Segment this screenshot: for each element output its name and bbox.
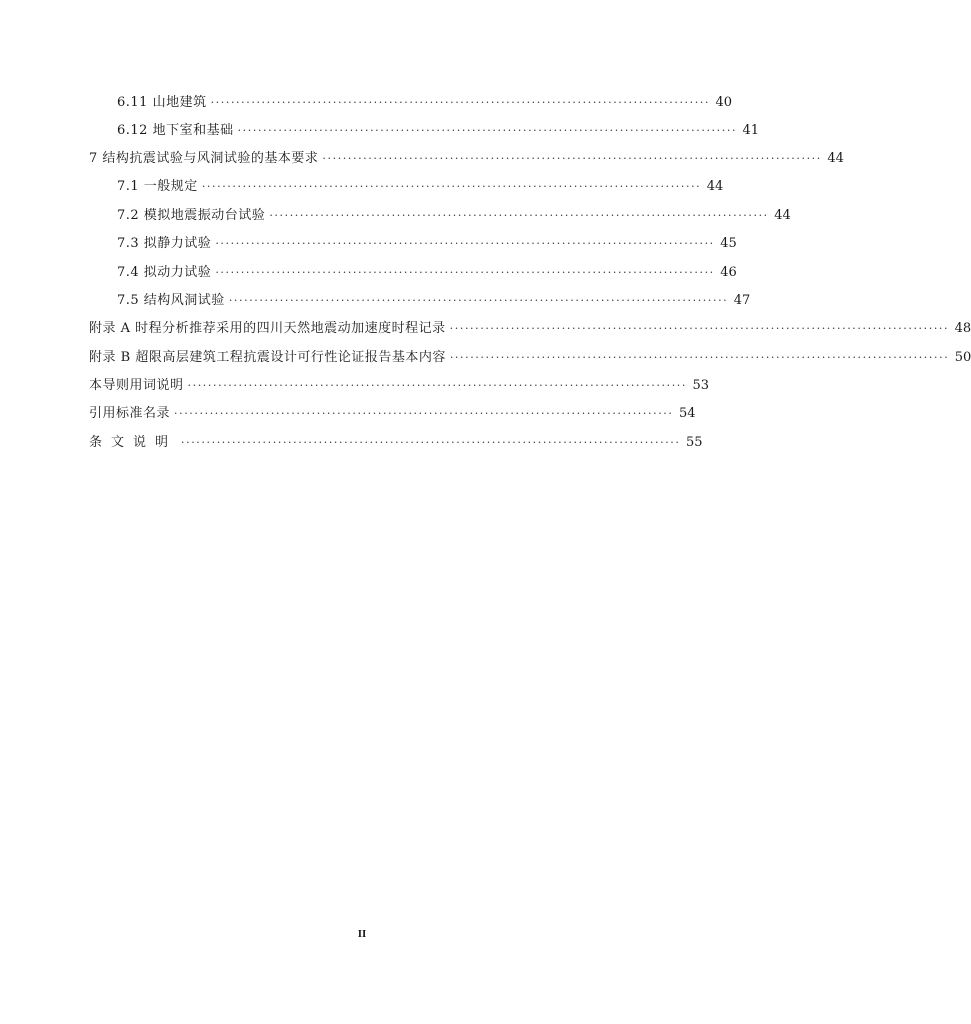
- toc-entry-page: 53: [692, 378, 709, 393]
- toc-dot-leader: ··································································································: [187, 379, 687, 392]
- toc-entry[interactable]: [89, 319, 971, 339]
- toc-entry-page: 40: [715, 95, 733, 110]
- toc-entry[interactable]: [117, 263, 737, 283]
- toc-entry-page: 46: [720, 265, 737, 280]
- toc-entry-title: 7.1 一般规定: [117, 179, 198, 194]
- toc-entry-title: 6.11 山地建筑: [117, 95, 207, 110]
- toc-entry-page: 55: [685, 435, 703, 450]
- toc-dot-leader: ··································································································: [174, 407, 674, 420]
- toc-entry-title: 条文说明: [89, 435, 178, 450]
- toc-dot-leader: ··································································································: [269, 209, 769, 222]
- toc-entry-page: 41: [742, 123, 760, 138]
- toc-entry-page: 44: [706, 179, 724, 194]
- toc-entry-page: 47: [733, 293, 751, 308]
- toc-entry[interactable]: [89, 433, 703, 453]
- toc-entry-title: 7.3 拟静力试验: [117, 236, 212, 251]
- toc-dot-leader: ··································································································: [201, 180, 702, 193]
- toc-dot-leader: ··································································································: [210, 96, 711, 109]
- toc-entry-title: 附录 B 超限高层建筑工程抗震设计可行性论证报告基本内容: [89, 350, 446, 365]
- toc-entry-title: 引用标准名录: [89, 406, 171, 421]
- toc-dot-leader: ··································································································: [181, 436, 681, 449]
- toc-entry-title: 6.12 地下室和基础: [117, 123, 234, 138]
- toc-dot-leader: ··································································································: [215, 266, 715, 279]
- toc-entry[interactable]: [89, 149, 844, 169]
- toc-entry[interactable]: [117, 291, 751, 311]
- toc-entry-page: 50: [954, 350, 971, 365]
- toc-entry[interactable]: [89, 404, 696, 424]
- toc-entry[interactable]: [89, 376, 709, 396]
- toc-entry[interactable]: [117, 234, 737, 254]
- toc-entry-page: 44: [827, 151, 844, 166]
- toc-entry[interactable]: [117, 206, 791, 226]
- toc-dot-leader: ··································································································: [322, 152, 822, 165]
- toc-entry[interactable]: [117, 177, 724, 197]
- toc-entry-page: 45: [720, 236, 737, 251]
- toc-entry[interactable]: [117, 93, 733, 113]
- toc-entry-title: 7.2 模拟地震振动台试验: [117, 208, 266, 223]
- toc-entry-page: 54: [678, 406, 696, 421]
- page-number: II: [357, 928, 367, 940]
- toc-entry-page: 48: [954, 321, 971, 336]
- toc-entry-title: 附录 A 时程分析推荐采用的四川天然地震动加速度时程记录: [89, 321, 446, 336]
- toc-dot-leader: ··································································································: [449, 322, 950, 335]
- toc-entry-title: 本导则用词说明: [89, 378, 184, 393]
- toc-entry-page: 44: [774, 208, 791, 223]
- toc-dot-leader: ··································································································: [215, 237, 715, 250]
- toc-entry-title: 7.5 结构风洞试验: [117, 293, 225, 308]
- toc-dot-leader: ··································································································: [228, 294, 729, 307]
- toc-dot-leader: ··································································································: [237, 124, 738, 137]
- toc-entry-title: 7 结构抗震试验与风洞试验的基本要求: [89, 151, 319, 166]
- toc-dot-leader: ··································································································: [449, 351, 950, 364]
- toc-entry[interactable]: [89, 348, 971, 368]
- toc-entry-title: 7.4 拟动力试验: [117, 265, 212, 280]
- toc-entry[interactable]: [117, 121, 760, 141]
